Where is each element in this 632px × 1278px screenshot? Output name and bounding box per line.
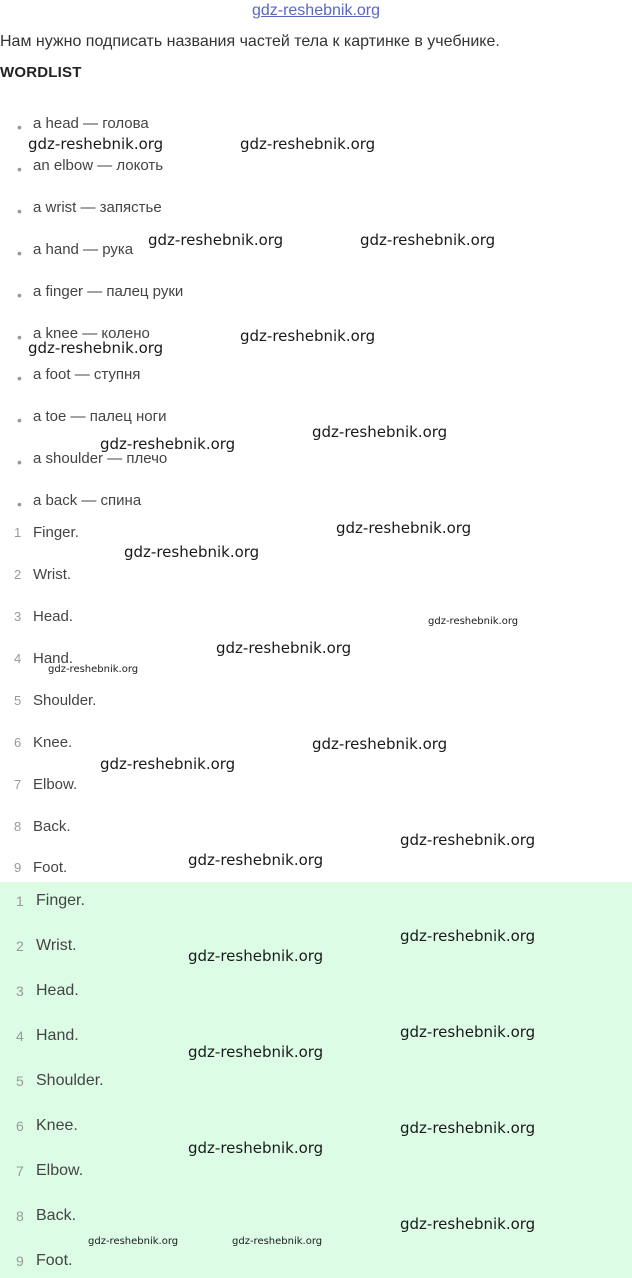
- intro-text: Нам нужно подписать названия частей тела к картинке в учебнике.: [0, 33, 500, 50]
- answer-number: 7: [14, 777, 22, 792]
- bullet-icon: •: [17, 329, 22, 345]
- answer-text: Shoulder.: [33, 692, 97, 709]
- answer-text: Head.: [36, 982, 79, 999]
- watermark: gdz-reshebnik.org: [312, 735, 448, 753]
- bullet-icon: •: [17, 370, 22, 386]
- bullet-icon: •: [17, 454, 22, 470]
- answer-number: 2: [16, 938, 24, 954]
- watermark: gdz-reshebnik.org: [188, 851, 324, 869]
- answer-number: 3: [16, 983, 24, 999]
- watermark: gdz-reshebnik.org: [148, 231, 284, 249]
- wordlist-item: a knee — колено: [33, 325, 150, 342]
- answer-text: Wrist.: [33, 566, 72, 583]
- answer-text: Elbow.: [36, 1162, 84, 1179]
- bullet-icon: •: [17, 287, 22, 303]
- answer-number: 3: [14, 609, 22, 624]
- answer-text: Hand.: [36, 1027, 79, 1044]
- answer-text: Back.: [33, 818, 71, 835]
- watermark: gdz-reshebnik.org: [124, 543, 260, 561]
- bullet-icon: •: [17, 119, 22, 135]
- watermark: gdz-reshebnik.org: [400, 1215, 536, 1233]
- answer-text: Hand.: [33, 650, 74, 667]
- watermark: gdz-reshebnik.org: [428, 616, 519, 627]
- answer-number: 6: [14, 735, 22, 750]
- watermark: gdz-reshebnik.org: [400, 1119, 536, 1137]
- answer-number: 8: [16, 1208, 24, 1224]
- watermark: gdz-reshebnik.org: [100, 435, 236, 453]
- site-link[interactable]: gdz-reshebnik.org: [251, 2, 381, 19]
- answer-text: Back.: [36, 1207, 77, 1224]
- answer-number: 4: [16, 1028, 24, 1044]
- watermark: gdz-reshebnik.org: [240, 327, 376, 345]
- answer-text: Knee.: [33, 734, 73, 751]
- watermark: gdz-reshebnik.org: [400, 1023, 536, 1041]
- watermark: gdz-reshebnik.org: [88, 1236, 179, 1247]
- bullet-icon: •: [17, 203, 22, 219]
- wordlist-item: a hand — рука: [33, 241, 134, 258]
- wordlist-item: a wrist — запястье: [33, 199, 162, 216]
- watermark: gdz-reshebnik.org: [28, 135, 164, 153]
- wordlist-item: a shoulder — плечо: [33, 450, 168, 467]
- answer-number: 9: [14, 860, 22, 875]
- watermark: gdz-reshebnik.org: [400, 831, 536, 849]
- bullet-icon: •: [17, 412, 22, 428]
- watermark: gdz-reshebnik.org: [240, 135, 376, 153]
- wordlist-item: a back — спина: [33, 492, 142, 509]
- answer-text: Foot.: [36, 1252, 73, 1269]
- wordlist-item: a head — голова: [33, 115, 149, 132]
- answer-number: 2: [14, 567, 22, 582]
- answer-number: 5: [14, 693, 22, 708]
- answer-number: 1: [16, 893, 24, 909]
- watermark: gdz-reshebnik.org: [216, 639, 352, 657]
- watermark: gdz-reshebnik.org: [360, 231, 496, 249]
- watermark: gdz-reshebnik.org: [400, 927, 536, 945]
- answer-number: 1: [14, 525, 22, 540]
- answer-text: Finger.: [36, 892, 85, 909]
- answer-text: Wrist.: [36, 937, 77, 954]
- answer-number: 8: [14, 819, 22, 834]
- wordlist-item: a toe — палец ноги: [33, 408, 167, 425]
- wordlist-item: a finger — палец руки: [33, 283, 184, 300]
- wordlist-heading: WORDLIST: [0, 64, 82, 81]
- watermark: gdz-reshebnik.org: [188, 1139, 324, 1157]
- answer-text: Head.: [33, 608, 74, 625]
- watermark: gdz-reshebnik.org: [100, 755, 236, 773]
- answer-number: 5: [16, 1073, 24, 1089]
- watermark: gdz-reshebnik.org: [188, 1043, 324, 1061]
- watermark: gdz-reshebnik.org: [188, 947, 324, 965]
- answer-text: Finger.: [33, 524, 79, 541]
- bullet-icon: •: [17, 161, 22, 177]
- answer-text: Foot.: [33, 859, 68, 876]
- answer-text: Knee.: [36, 1117, 78, 1134]
- wordlist-item: an elbow — локоть: [33, 157, 164, 174]
- answer-text: Shoulder.: [36, 1072, 104, 1089]
- watermark: gdz-reshebnik.org: [312, 423, 448, 441]
- watermark: gdz-reshebnik.org: [28, 339, 164, 357]
- answer-number: 7: [16, 1163, 24, 1179]
- watermark: gdz-reshebnik.org: [336, 519, 472, 537]
- answer-text: Elbow.: [33, 776, 78, 793]
- bullet-icon: •: [17, 496, 22, 512]
- bullet-icon: •: [17, 245, 22, 261]
- watermark: gdz-reshebnik.org: [48, 664, 139, 675]
- answer-number: 4: [14, 651, 22, 666]
- answer-number: 9: [16, 1253, 24, 1269]
- watermark: gdz-reshebnik.org: [232, 1236, 323, 1247]
- answer-number: 6: [16, 1118, 24, 1134]
- highlighted-answer-block: [0, 882, 632, 1278]
- wordlist-item: a foot — ступня: [33, 366, 141, 383]
